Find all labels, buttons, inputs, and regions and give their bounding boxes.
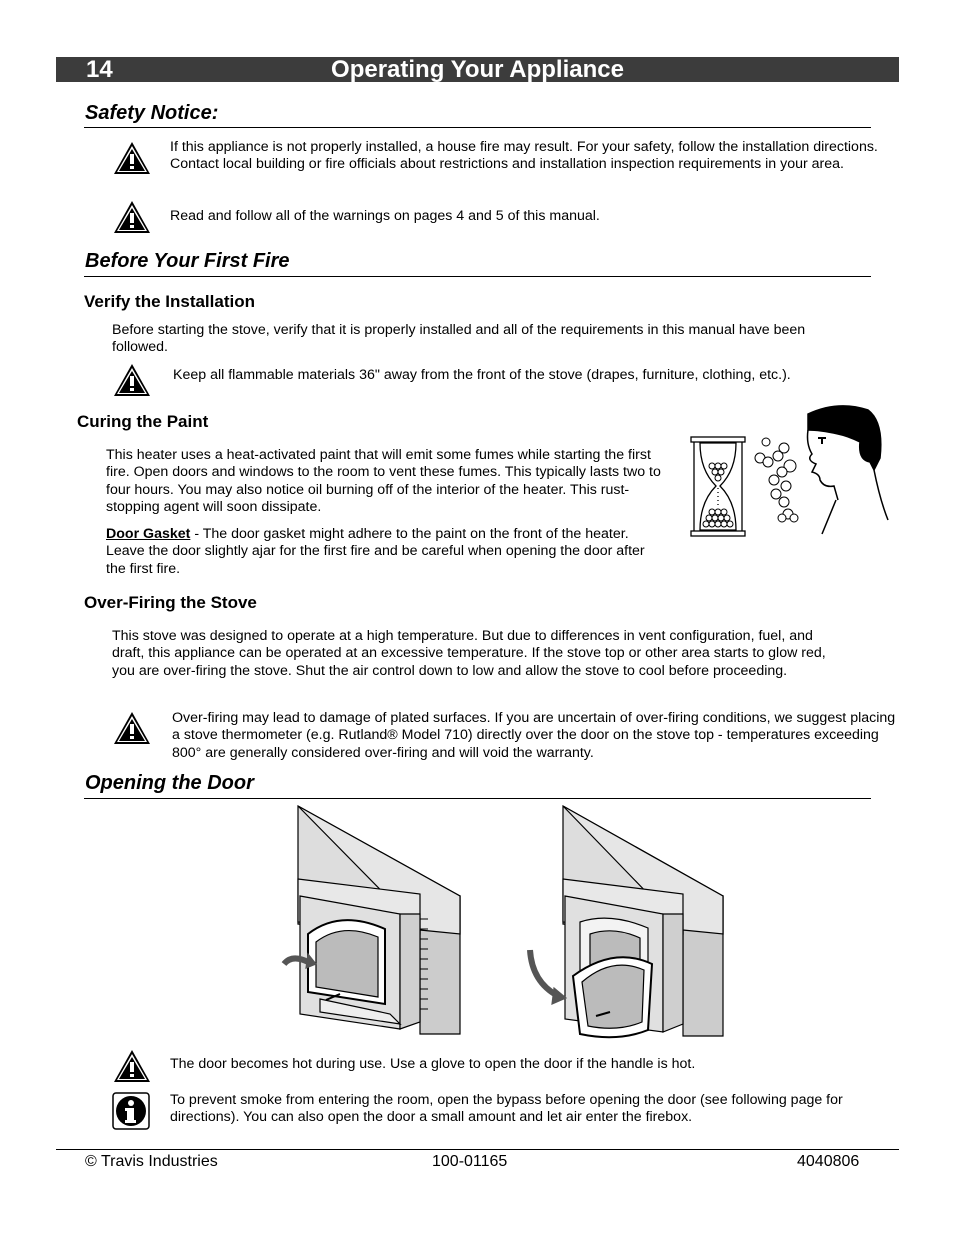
verify-body: Before starting the stove, verify that it is properly installed and all of the requirements in this manual have been followed. bbox=[112, 322, 806, 356]
overfiring-body: This stove was designed to operate at a high temperature. But due to differences in vent configuration, fuel, and draft, this appliance can be operated at an excessive temperature. If the stove top or other area starts to glow red, you are over-firing the stove. Shut the air control down to low and allow the stove to cool before proceeding. bbox=[112, 628, 826, 679]
warning-triangle-icon bbox=[112, 362, 152, 398]
hourglass-icon bbox=[691, 437, 745, 536]
door-heading: Opening the Door bbox=[85, 772, 254, 794]
stove-door-open-illustration bbox=[518, 804, 728, 1044]
warning-triangle-icon bbox=[112, 199, 152, 235]
stove-door-closed-illustration bbox=[280, 804, 465, 1039]
gasket-label: Door Gasket bbox=[106, 526, 191, 542]
warning-triangle-icon bbox=[112, 710, 152, 746]
safety-warning-2: Read and follow all of the warnings on pages 4 and 5 of this manual. bbox=[170, 208, 600, 224]
verify-heading: Verify the Installation bbox=[84, 292, 255, 311]
verify-warning: Keep all flammable materials 36" away from the front of the stove (drapes, furniture, clothing, etc.). bbox=[173, 367, 791, 383]
footer-divider bbox=[56, 1149, 899, 1150]
safety-heading: Safety Notice: bbox=[85, 102, 219, 124]
divider bbox=[84, 798, 871, 799]
page-number: 14 bbox=[86, 56, 113, 83]
overfiring-heading: Over-Firing the Stove bbox=[84, 593, 257, 612]
curing-heading: Curing the Paint bbox=[77, 412, 209, 431]
info-icon bbox=[112, 1092, 150, 1130]
page-header bbox=[56, 57, 899, 82]
gasket-body: - The door gasket might adhere to the paint on the front of the heater. Leave the door slightly ajar for the first fire and be careful when opening the door after the first fire. bbox=[106, 526, 645, 577]
door-warning: The door becomes hot during use. Use a glove to open the door if the handle is hot. bbox=[170, 1056, 696, 1072]
warning-triangle-icon bbox=[112, 140, 152, 176]
door-info: To prevent smoke from entering the room, open the bypass before opening the door (see following page for directions). You can also open the door a small amount and let air enter the firebox. bbox=[170, 1092, 843, 1126]
first-fire-heading: Before Your First Fire bbox=[85, 250, 290, 272]
face-icon bbox=[808, 406, 889, 534]
overfiring-warning: Over-firing may lead to damage of plated surfaces. If you are uncertain of over-firing conditions, we suggest placing a stove thermometer (e.g. Rutland® Model 710) directly over the door on the stove top - temperatures exceeding 800° are generally considered over-firing and will void the warranty. bbox=[172, 710, 896, 761]
divider bbox=[84, 276, 871, 277]
divider bbox=[84, 127, 871, 128]
warning-triangle-icon bbox=[112, 1048, 152, 1084]
curing-body: This heater uses a heat-activated paint that will emit some fumes while starting the first fire. Open doors and windows to the room to vent these fumes. This typically lasts two to four hours. You may also notice oil burning off of the interior of the heater. This rust-stopping agent will soon dissipate. bbox=[106, 447, 661, 516]
footer-copyright: © Travis Industries bbox=[85, 1153, 218, 1170]
safety-warning-1: If this appliance is not properly installed, a house fire may result. For your safety, follow the installation directions. Contact local building or fire officials about restrictions and installation inspection requirements in your area. bbox=[170, 139, 878, 173]
footer-date-code: 4040806 bbox=[797, 1153, 860, 1170]
curing-illustration bbox=[688, 400, 898, 540]
fumes-icon bbox=[755, 438, 798, 522]
gasket-paragraph bbox=[106, 526, 666, 578]
footer-part-number: 100-01165 bbox=[432, 1153, 508, 1170]
page-title: Operating Your Appliance bbox=[331, 56, 624, 83]
